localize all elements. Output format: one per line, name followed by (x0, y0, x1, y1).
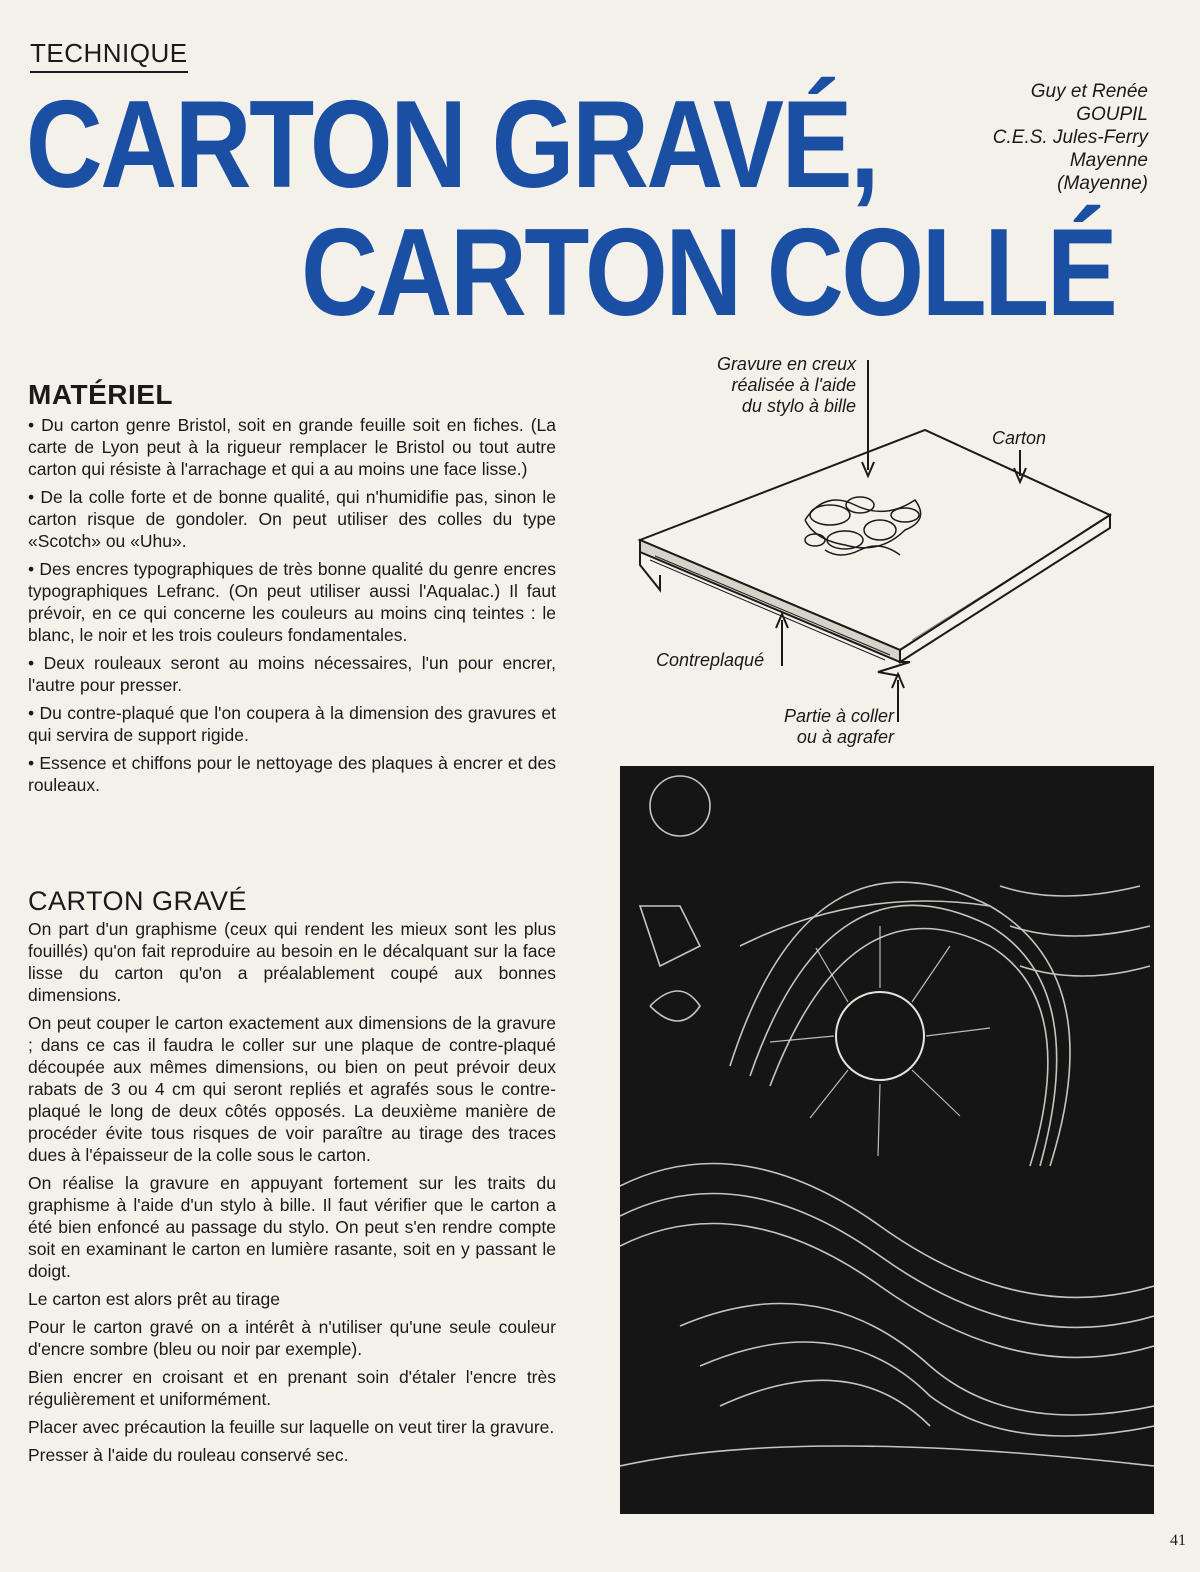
carton-grave-heading: CARTON GRAVÉ (28, 886, 248, 916)
body-paragraph: Le carton est alors prêt au tirage (28, 1289, 280, 1309)
body-paragraph: Bien encrer en croisant et en prenant soin d'étaler l'encre très régulièrement et uniformément. (28, 1367, 556, 1409)
materiel-heading: MATÉRIEL (28, 379, 174, 410)
page-number: 41 (1170, 1532, 1186, 1549)
label-partie-line: Partie à coller (783, 706, 894, 726)
body-paragraph: On réalise la gravure en appuyant fortement sur les traits du graphisme à l'aide d'un stylo à bille. Il faut vérifier que le carton a été bien enfoncé au passage du stylo. On peut s'en rendre compte soit en examinant le carton en lumière rasante, soit en y passant le doigt. (28, 1173, 556, 1281)
print-artwork-drawing (620, 766, 1154, 1514)
author-line: C.E.S. Jules-Ferry (992, 127, 1148, 148)
author-line: GOUPIL (1076, 104, 1148, 125)
author-line: Mayenne (1069, 150, 1148, 171)
body-paragraph: Presser à l'aide du rouleau conservé sec. (28, 1445, 349, 1465)
title-line-2: CARTON COLLÉ (301, 204, 1116, 342)
materiel-item: • Essence et chiffons pour le nettoyage des plaques à encrer et des rouleaux. (28, 752, 556, 796)
materiel-item: • De la colle forte et de bonne qualité, qui n'humidifie pas, sinon le carton risque de gondoler. On peut utiliser des colles du type «Scotch» ou «Uhu». (28, 486, 556, 552)
materiel-item: • Du carton genre Bristol, soit en grande feuille soit en fiches. (La carte de Lyon peut à la rigueur remplacer le Bristol ou tout autre carton qui résiste à l'arrachage et qui a au moins une face lisse.) (28, 414, 556, 480)
print-artwork-image (620, 766, 1154, 1514)
label-partie-line: ou à agrafer (796, 727, 894, 747)
diagram-drawing (0, 0, 1200, 780)
body-paragraph: On part d'un graphisme (ceux qui rendent les mieux sont les plus fouillés) qu'on fait reproduire au besoin en le décalquant sur la face lisse du carton qu'on a préalablement coupé aux bonnes dimensions. (28, 919, 556, 1005)
label-carton: Carton (992, 428, 1047, 448)
section-tag: TECHNIQUE (30, 38, 188, 73)
author-line: (Mayenne) (1057, 173, 1148, 194)
body-paragraph: Pour le carton gravé on a intérêt à n'utiliser qu'une seule couleur d'encre sombre (bleu ou noir par exemple). (28, 1317, 556, 1359)
label-gravure-line: réalisée à l'aide (731, 375, 856, 395)
title-line-1: CARTON GRAVÉ, (25, 76, 878, 214)
body-paragraph: Placer avec précaution la feuille sur laquelle on veut tirer la gravure. (28, 1417, 555, 1437)
carton-grave-section (28, 886, 556, 1472)
label-gravure-line: du stylo à bille (741, 396, 856, 416)
author-line: Guy et Renée (1030, 81, 1148, 102)
materiel-item: • Deux rouleaux seront au moins nécessaires, l'un pour encrer, l'autre pour presser. (28, 652, 556, 696)
materiel-item: • Des encres typographiques de très bonne qualité du genre encres typographiques Lefranc. (On peut utiliser aussi l'Aqualac.) Il faut prévoir, en ce qui concerne les couleurs au moins cinq teintes : le blanc, le noir et les trois couleurs fondamentales. (28, 558, 556, 646)
label-contreplaque: Contreplaqué (656, 650, 765, 670)
body-paragraph: On peut couper le carton exactement aux dimensions de la gravure ; dans ce cas il faudra le coller sur une plaque de contre-plaqué découpée aux mêmes dimensions, ou bien on peut prévoir deux rabats de 3 ou 4 cm qui seront repliés et agrafés sous le contre-plaqué le long de deux côtés opposés. La deuxième manière de procéder évite tous risques de voir paraître au tirage des traces dues à l'épaisseur de la colle sous le carton. (28, 1013, 556, 1165)
label-gravure-line: Gravure en creux (716, 354, 856, 374)
materiel-item: • Du contre-plaqué que l'on coupera à la dimension des gravures et qui servira de support rigide. (28, 702, 556, 746)
